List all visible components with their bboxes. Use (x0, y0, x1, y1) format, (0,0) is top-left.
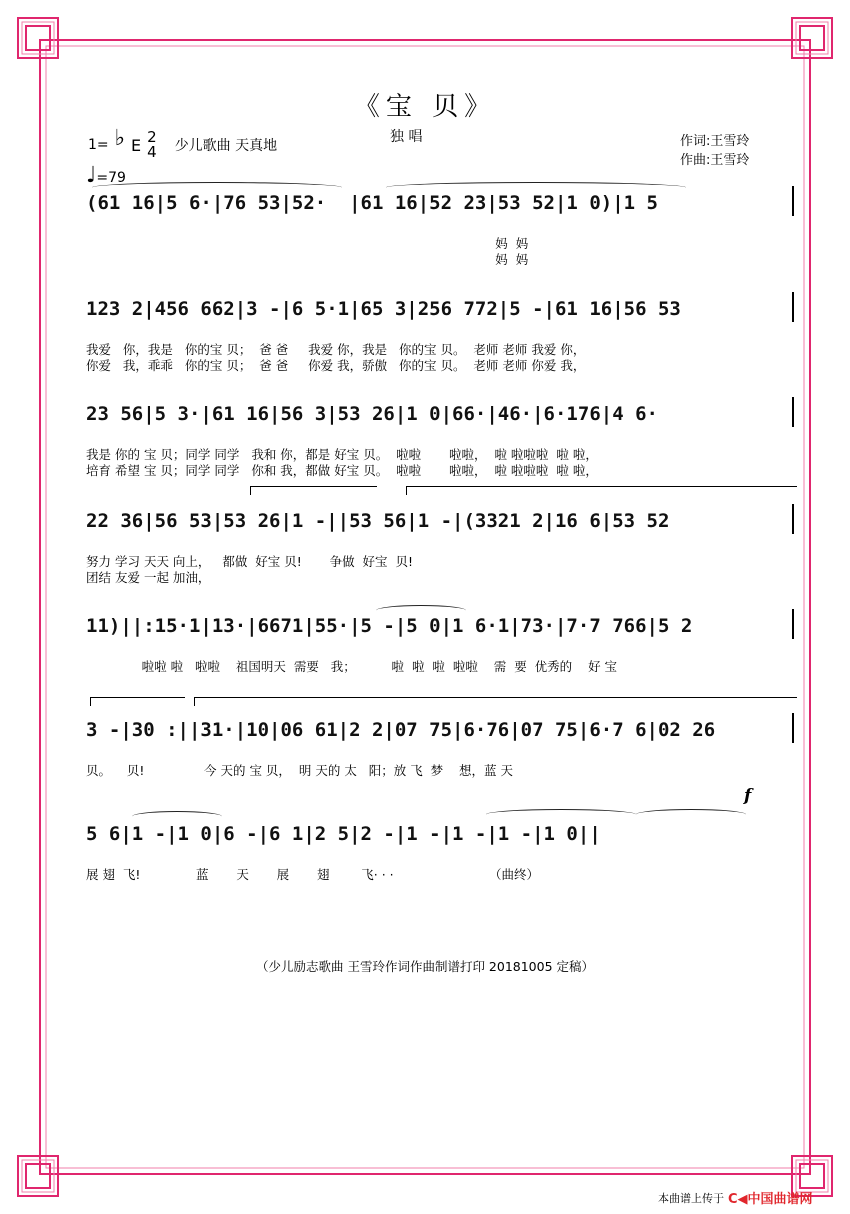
volta-2 (406, 486, 797, 495)
lyricist: 作词:王雪玲 (680, 134, 750, 149)
key-letter: E (131, 135, 142, 155)
lyrics-verse-2: 你爱 我，乖乖 你的宝 贝； 爸 爸 你爱 我，骄傲 你的宝 贝。 老师 老师 你爱 我， (86, 358, 586, 373)
slur (132, 811, 222, 822)
quarter-note-icon: ♩ (86, 163, 97, 188)
volta-1 (250, 486, 377, 495)
notation-row: 23 56|5 3·|61 16|56 3|53 26|1 0|66·|46·|6·176|4 6· (86, 403, 658, 425)
notation-row: 3 -|30 :||31·|10|06 61|2 2|07 75|6·76|07 75|6·7 6|02 26 (86, 719, 716, 741)
performance-type: 独 唱 (390, 129, 423, 145)
notation-row: 22 36|56 53|53 26|1 -||53 56|1 -|(3321 2|16 6|53 52 (86, 510, 670, 532)
lyrics-verse-1: 展 翅 飞! 蓝 天 展 翅 飞· · · （曲终） (86, 867, 540, 882)
flat-icon: ♭ (114, 126, 126, 151)
notation-row: (61 16|5 6·|76 53|52· |61 16|52 23|53 52|1 0)|1 5 (86, 192, 658, 214)
lyrics-verse-1: 我是 你的 宝 贝；同学 同学 我和 你，都是 好宝 贝。 啦啦 啦啦， 啦 啦啦啦 啦 啦， (86, 447, 598, 462)
upload-credit (658, 1188, 813, 1207)
score-title: 《宝 贝》 (353, 92, 497, 122)
barline (792, 713, 794, 743)
notation-row: 123 2|456 662|3 -|6 5·1|65 3|256 772|5 -|61 16|56 53 (86, 298, 681, 320)
barline (792, 504, 794, 534)
barline (792, 609, 794, 639)
volta-2 (194, 697, 797, 706)
composer: 作曲:王雪玲 (680, 153, 750, 168)
key-signature (88, 126, 278, 161)
time-signature (147, 130, 157, 160)
volta-1 (90, 697, 185, 706)
lyrics-verse-1: 我爱 你，我是 你的宝 贝； 爸 爸 我爱 你，我是 你的宝 贝。 老师 老师 我爱 你， (86, 342, 586, 357)
time-bottom: 4 (147, 143, 157, 161)
notation-row: 11)||:15·1|13·|6671|55·|5 -|5 0|1 6·1|73·|7·7 766|5 2 (86, 615, 693, 637)
time-top: 2 (147, 128, 157, 146)
style-marking: 少儿歌曲 天真地 (174, 138, 278, 154)
lyrics-verse-2: 团结 友爱 一起 加油， (86, 570, 211, 585)
barline (792, 292, 794, 322)
lyrics-verse-2: 妈 妈 (86, 252, 529, 267)
notation-row: 5 6|1 -|1 0|6 -|6 1|2 5|2 -|1 -|1 -|1 -|1 0|| (86, 823, 601, 845)
upload-text: 本曲谱上传于 (658, 1191, 724, 1205)
key-prefix: 1= (88, 137, 109, 153)
dynamic-forte: f (744, 786, 752, 806)
lyrics-verse-1: 妈 妈 (86, 236, 529, 251)
lyrics-verse-2: 培育 希望 宝 贝；同学 同学 你和 我，都做 好宝 贝。 啦啦 啦啦， 啦 啦啦啦 啦 啦， (86, 463, 598, 478)
slur (486, 809, 636, 820)
tempo-value: =79 (96, 170, 126, 186)
footer-note: （少儿励志歌曲 王雪玲作词作曲制谱打印 20181005 定稿） (255, 959, 595, 974)
barline (792, 397, 794, 427)
site-logo[interactable]: C◀中国曲谱网 (728, 1192, 813, 1207)
credits (680, 132, 749, 170)
lyrics-verse-1: 啦啦 啦 啦啦 祖国明天 需要 我； 啦 啦 啦 啦啦 需 要 优秀的 好 宝 (86, 659, 618, 674)
lyrics-verse-1: 贝。 贝! 今 天的 宝 贝， 明 天的 太 阳；放 飞 梦 想，蓝 天 (86, 763, 514, 778)
lyrics-verse-1: 努力 学习 天天 向上， 都做 好宝 贝! 争做 好宝 贝! (86, 554, 413, 569)
slur (636, 809, 746, 820)
barline (792, 186, 794, 216)
